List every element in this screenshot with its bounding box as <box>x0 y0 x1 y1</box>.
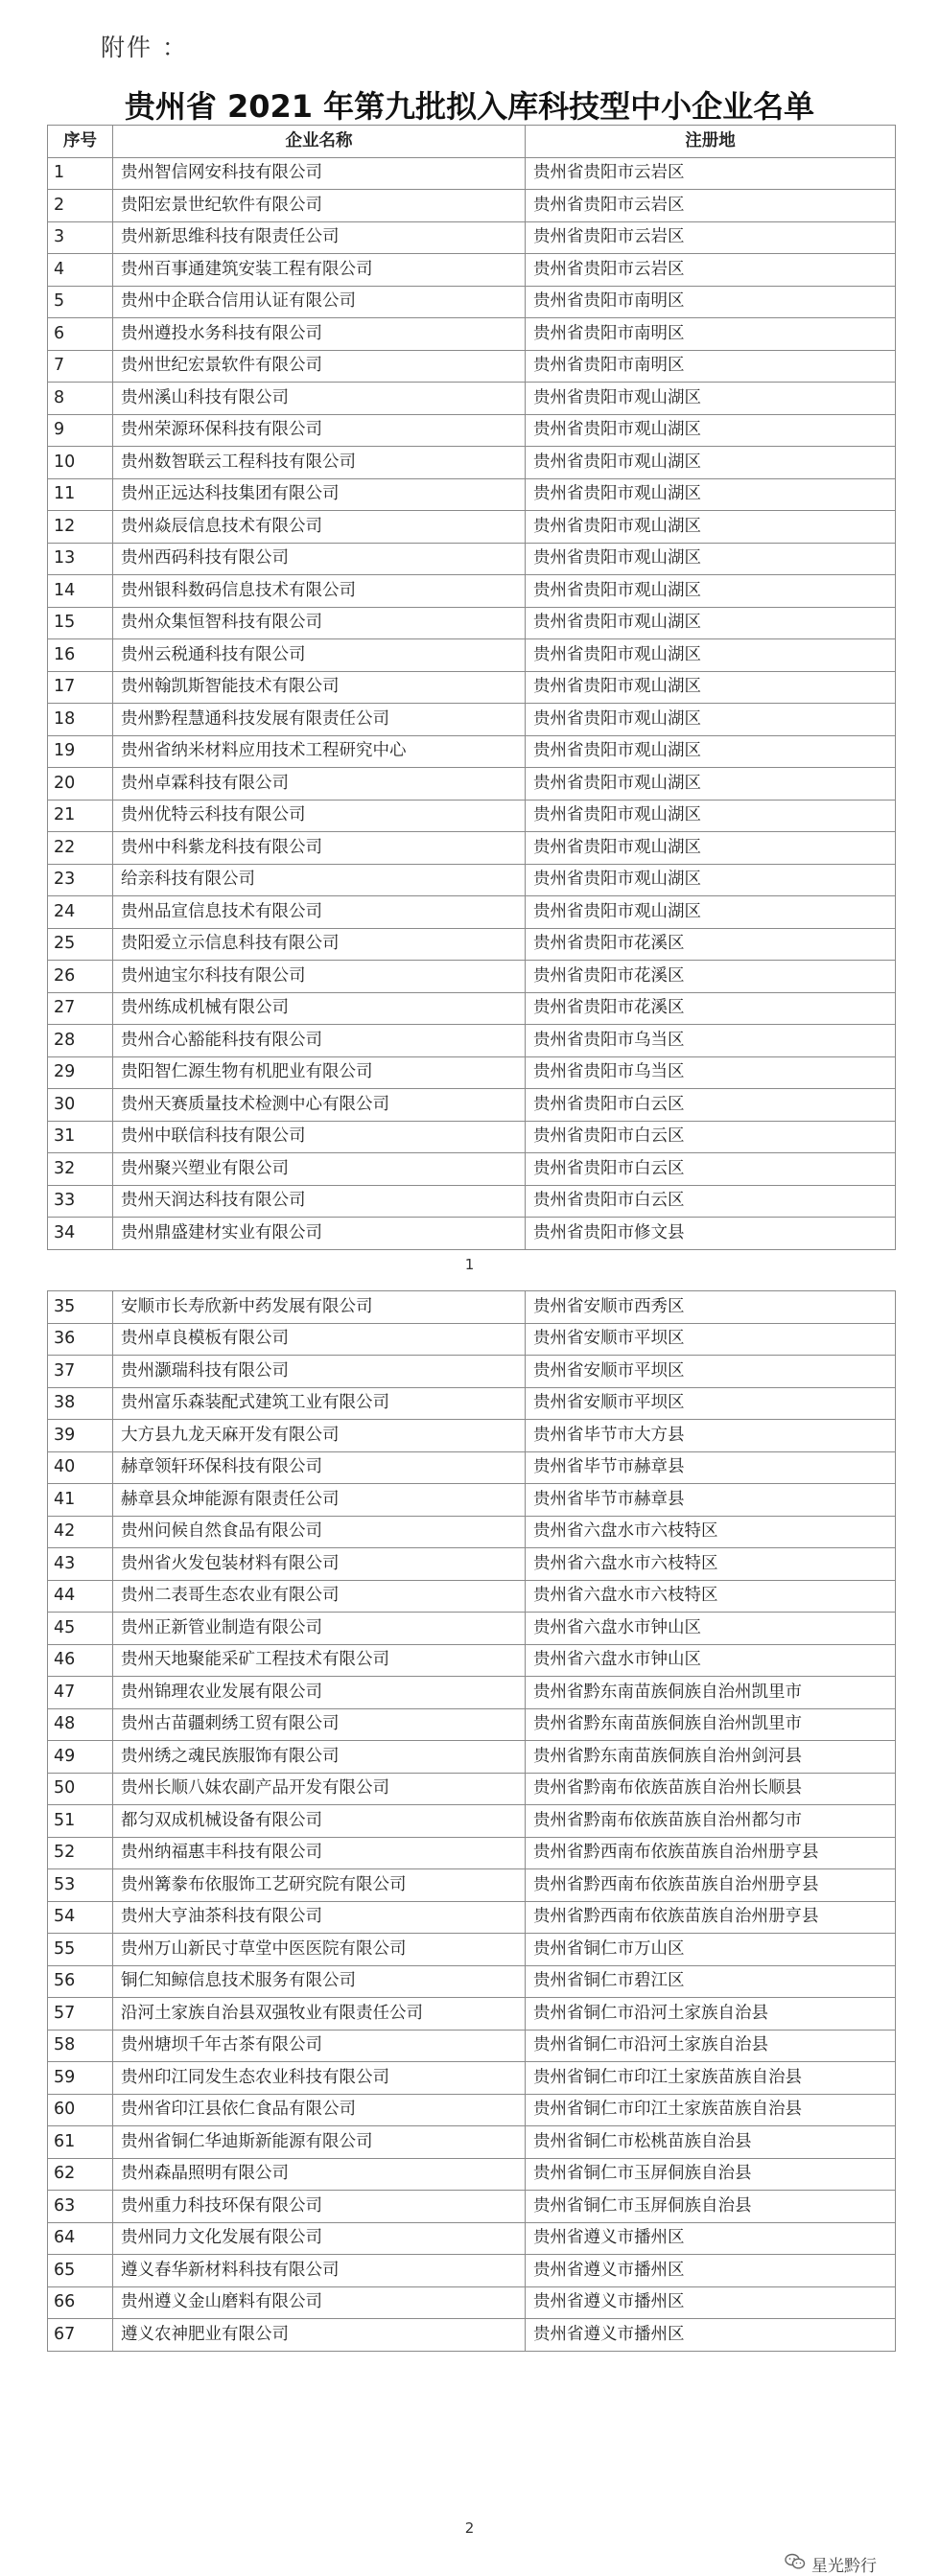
table-row <box>48 1741 896 1774</box>
cell-registered-address: 贵州省贵阳市修文县 <box>526 1218 896 1250</box>
cell-company-name: 贵州众集恒智科技有限公司 <box>113 607 526 639</box>
cell-registered-address: 贵州省遵义市播州区 <box>526 2222 896 2255</box>
table-row <box>48 511 896 544</box>
table-row <box>48 447 896 479</box>
cell-company-name: 贵州正远达科技集团有限公司 <box>113 478 526 511</box>
header-company-name: 企业名称 <box>113 126 526 158</box>
cell-serial-number: 32 <box>48 1153 113 1186</box>
table-row <box>48 1837 896 1869</box>
cell-serial-number: 46 <box>48 1644 113 1677</box>
cell-registered-address: 贵州省六盘水市六枝特区 <box>526 1516 896 1548</box>
table-row <box>48 478 896 511</box>
company-table-page-2 <box>47 1290 896 2352</box>
cell-registered-address: 贵州省遵义市播州区 <box>526 2286 896 2319</box>
table-row <box>48 2191 896 2223</box>
cell-registered-address: 贵州省黔西南布依族苗族自治州册亨县 <box>526 1837 896 1869</box>
cell-company-name: 贵州森晶照明有限公司 <box>113 2158 526 2191</box>
cell-company-name: 遵义农神肥业有限公司 <box>113 2319 526 2352</box>
cell-registered-address: 贵州省毕节市赫章县 <box>526 1451 896 1484</box>
cell-company-name: 贵州翰凯斯智能技术有限公司 <box>113 671 526 704</box>
table-row <box>48 1516 896 1548</box>
cell-company-name: 贵州智信网安科技有限公司 <box>113 157 526 190</box>
table-row <box>48 1548 896 1581</box>
table-row <box>48 286 896 318</box>
cell-serial-number: 28 <box>48 1025 113 1057</box>
table-row <box>48 1613 896 1645</box>
cell-serial-number: 12 <box>48 511 113 544</box>
table-row <box>48 1644 896 1677</box>
cell-registered-address: 贵州省铜仁市玉屏侗族自治县 <box>526 2191 896 2223</box>
cell-serial-number: 67 <box>48 2319 113 2352</box>
cell-company-name: 贵州重力科技环保有限公司 <box>113 2191 526 2223</box>
cell-registered-address: 贵州省安顺市西秀区 <box>526 1291 896 1324</box>
cell-serial-number: 9 <box>48 414 113 447</box>
table-row <box>48 1484 896 1517</box>
table-row <box>48 2319 896 2352</box>
cell-registered-address: 贵州省六盘水市六枝特区 <box>526 1580 896 1613</box>
cell-company-name: 贵州中科紫龙科技有限公司 <box>113 832 526 865</box>
cell-serial-number: 61 <box>48 2126 113 2159</box>
cell-company-name: 贵州问候自然食品有限公司 <box>113 1516 526 1548</box>
table-row <box>48 2286 896 2319</box>
cell-registered-address: 贵州省贵阳市云岩区 <box>526 157 896 190</box>
table-row <box>48 157 896 190</box>
table-row <box>48 1677 896 1709</box>
cell-serial-number: 14 <box>48 575 113 608</box>
cell-company-name: 贵州省纳米材料应用技术工程研究中心 <box>113 735 526 768</box>
cell-registered-address: 贵州省毕节市赫章县 <box>526 1484 896 1517</box>
cell-company-name: 贵州银科数码信息技术有限公司 <box>113 575 526 608</box>
table-row <box>48 2126 896 2159</box>
cell-company-name: 贵州省火发包装材料有限公司 <box>113 1548 526 1581</box>
cell-serial-number: 53 <box>48 1869 113 1902</box>
cell-company-name: 赫章县众坤能源有限责任公司 <box>113 1484 526 1517</box>
cell-registered-address: 贵州省铜仁市松桃苗族自治县 <box>526 2126 896 2159</box>
cell-company-name: 贵州焱辰信息技术有限公司 <box>113 511 526 544</box>
cell-company-name: 贵州合心豁能科技有限公司 <box>113 1025 526 1057</box>
cell-company-name: 贵州绣之魂民族服饰有限公司 <box>113 1741 526 1774</box>
cell-company-name: 贵州正新管业制造有限公司 <box>113 1613 526 1645</box>
cell-company-name: 贵州省印江县依仁食品有限公司 <box>113 2094 526 2126</box>
cell-registered-address: 贵州省贵阳市云岩区 <box>526 221 896 254</box>
cell-company-name: 贵州中企联合信用认证有限公司 <box>113 286 526 318</box>
cell-company-name: 贵州百事通建筑安装工程有限公司 <box>113 254 526 287</box>
cell-serial-number: 43 <box>48 1548 113 1581</box>
table-row <box>48 2030 896 2062</box>
cell-registered-address: 贵州省贵阳市白云区 <box>526 1121 896 1153</box>
cell-registered-address: 贵州省黔西南布依族苗族自治州册亨县 <box>526 1869 896 1902</box>
cell-registered-address: 贵州省安顺市平坝区 <box>526 1387 896 1420</box>
cell-company-name: 贵州天地聚能采矿工程技术有限公司 <box>113 1644 526 1677</box>
cell-company-name: 贵州纳福惠丰科技有限公司 <box>113 1837 526 1869</box>
cell-serial-number: 30 <box>48 1089 113 1122</box>
cell-serial-number: 55 <box>48 1934 113 1966</box>
cell-serial-number: 25 <box>48 928 113 961</box>
table-header-row <box>48 126 896 158</box>
cell-company-name: 大方县九龙天麻开发有限公司 <box>113 1420 526 1452</box>
table-row <box>48 1580 896 1613</box>
table-row <box>48 1420 896 1452</box>
table-row <box>48 1708 896 1741</box>
document-title: 贵州省 2021 年第九批拟入库科技型中小企业名单 <box>124 88 815 125</box>
cell-serial-number: 13 <box>48 543 113 575</box>
table-row <box>48 221 896 254</box>
page-number-1: 1 <box>464 1256 475 1273</box>
cell-company-name: 贵州西码科技有限公司 <box>113 543 526 575</box>
cell-company-name: 遵义春华新材料科技有限公司 <box>113 2255 526 2287</box>
cell-serial-number: 29 <box>48 1056 113 1089</box>
cell-serial-number: 17 <box>48 671 113 704</box>
cell-serial-number: 58 <box>48 2030 113 2062</box>
cell-company-name: 都匀双成机械设备有限公司 <box>113 1805 526 1838</box>
cell-serial-number: 1 <box>48 157 113 190</box>
cell-registered-address: 贵州省贵阳市南明区 <box>526 286 896 318</box>
cell-serial-number: 34 <box>48 1218 113 1250</box>
table-row <box>48 607 896 639</box>
cell-company-name: 贵州优特云科技有限公司 <box>113 800 526 832</box>
table-row <box>48 768 896 801</box>
watermark <box>785 2552 877 2576</box>
cell-registered-address: 贵州省贵阳市花溪区 <box>526 928 896 961</box>
cell-registered-address: 贵州省遵义市播州区 <box>526 2255 896 2287</box>
cell-serial-number: 35 <box>48 1291 113 1324</box>
cell-company-name: 贵州数智联云工程科技有限公司 <box>113 447 526 479</box>
table-row <box>48 1291 896 1324</box>
cell-company-name: 贵州塘坝千年古茶有限公司 <box>113 2030 526 2062</box>
cell-registered-address: 贵州省贵阳市观山湖区 <box>526 383 896 415</box>
cell-serial-number: 66 <box>48 2286 113 2319</box>
table-row <box>48 735 896 768</box>
table-row <box>48 896 896 929</box>
cell-serial-number: 47 <box>48 1677 113 1709</box>
table-row <box>48 1356 896 1388</box>
cell-registered-address: 贵州省黔西南布依族苗族自治州册亨县 <box>526 1901 896 1934</box>
table-row <box>48 704 896 736</box>
wechat-icon <box>785 2553 806 2575</box>
cell-company-name: 贵州同力文化发展有限公司 <box>113 2222 526 2255</box>
table-row <box>48 864 896 896</box>
cell-company-name: 贵州大亨油茶科技有限公司 <box>113 1901 526 1934</box>
cell-registered-address: 贵州省贵阳市观山湖区 <box>526 735 896 768</box>
cell-registered-address: 贵州省贵阳市观山湖区 <box>526 414 896 447</box>
cell-serial-number: 5 <box>48 286 113 318</box>
cell-registered-address: 贵州省贵阳市白云区 <box>526 1185 896 1218</box>
cell-registered-address: 贵州省六盘水市六枝特区 <box>526 1548 896 1581</box>
cell-registered-address: 贵州省贵阳市南明区 <box>526 350 896 383</box>
cell-company-name: 贵州篝豢布依服饰工艺研究院有限公司 <box>113 1869 526 1902</box>
table-row <box>48 1185 896 1218</box>
table-row <box>48 318 896 351</box>
cell-serial-number: 44 <box>48 1580 113 1613</box>
cell-company-name: 贵州锦理农业发展有限公司 <box>113 1677 526 1709</box>
cell-company-name: 贵州新思维科技有限责任公司 <box>113 221 526 254</box>
table-row <box>48 832 896 865</box>
table-row <box>48 383 896 415</box>
cell-company-name: 贵州天赛质量技术检测中心有限公司 <box>113 1089 526 1122</box>
cell-company-name: 贵州聚兴塑业有限公司 <box>113 1153 526 1186</box>
cell-serial-number: 39 <box>48 1420 113 1452</box>
table-row <box>48 1121 896 1153</box>
cell-serial-number: 3 <box>48 221 113 254</box>
cell-serial-number: 56 <box>48 1965 113 1998</box>
cell-serial-number: 22 <box>48 832 113 865</box>
header-registered-address: 注册地 <box>526 126 896 158</box>
cell-serial-number: 2 <box>48 190 113 222</box>
company-table-page-1 <box>47 125 896 1250</box>
table-row <box>48 2062 896 2095</box>
cell-serial-number: 52 <box>48 1837 113 1869</box>
cell-serial-number: 23 <box>48 864 113 896</box>
cell-company-name: 安顺市长寿欣新中药发展有限公司 <box>113 1291 526 1324</box>
cell-registered-address: 贵州省安顺市平坝区 <box>526 1356 896 1388</box>
cell-serial-number: 57 <box>48 1998 113 2031</box>
cell-serial-number: 60 <box>48 2094 113 2126</box>
cell-registered-address: 贵州省贵阳市观山湖区 <box>526 511 896 544</box>
cell-registered-address: 贵州省铜仁市碧江区 <box>526 1965 896 1998</box>
cell-registered-address: 贵州省贵阳市白云区 <box>526 1089 896 1122</box>
table-row <box>48 254 896 287</box>
cell-serial-number: 63 <box>48 2191 113 2223</box>
watermark-text: 星光黔行 <box>811 2557 877 2576</box>
table-row <box>48 1056 896 1089</box>
cell-company-name: 沿河土家族自治县双强牧业有限责任公司 <box>113 1998 526 2031</box>
cell-registered-address: 贵州省贵阳市观山湖区 <box>526 671 896 704</box>
cell-registered-address: 贵州省贵阳市观山湖区 <box>526 447 896 479</box>
cell-registered-address: 贵州省铜仁市印江土家族苗族自治县 <box>526 2062 896 2095</box>
cell-serial-number: 36 <box>48 1323 113 1356</box>
cell-registered-address: 贵州省六盘水市钟山区 <box>526 1613 896 1645</box>
cell-serial-number: 41 <box>48 1484 113 1517</box>
cell-registered-address: 贵州省贵阳市花溪区 <box>526 961 896 993</box>
table-row <box>48 350 896 383</box>
table-row <box>48 1323 896 1356</box>
cell-registered-address: 贵州省贵阳市观山湖区 <box>526 896 896 929</box>
cell-serial-number: 21 <box>48 800 113 832</box>
cell-company-name: 贵州古苗疆刺绣工贸有限公司 <box>113 1708 526 1741</box>
cell-serial-number: 62 <box>48 2158 113 2191</box>
cell-company-name: 贵阳宏景世纪软件有限公司 <box>113 190 526 222</box>
cell-registered-address: 贵州省安顺市平坝区 <box>526 1323 896 1356</box>
cell-serial-number: 48 <box>48 1708 113 1741</box>
table-row <box>48 2094 896 2126</box>
cell-serial-number: 24 <box>48 896 113 929</box>
cell-serial-number: 27 <box>48 992 113 1025</box>
attachment-label: 附件 ： <box>101 34 188 61</box>
table-row <box>48 961 896 993</box>
cell-registered-address: 贵州省贵阳市观山湖区 <box>526 832 896 865</box>
cell-registered-address: 贵州省黔南布依族苗族自治州都匀市 <box>526 1805 896 1838</box>
cell-registered-address: 贵州省贵阳市花溪区 <box>526 992 896 1025</box>
cell-serial-number: 4 <box>48 254 113 287</box>
cell-company-name: 贵阳智仁源生物有机肥业有限公司 <box>113 1056 526 1089</box>
cell-registered-address: 贵州省贵阳市白云区 <box>526 1153 896 1186</box>
cell-registered-address: 贵州省贵阳市观山湖区 <box>526 704 896 736</box>
cell-serial-number: 64 <box>48 2222 113 2255</box>
cell-registered-address: 贵州省贵阳市云岩区 <box>526 254 896 287</box>
cell-company-name: 贵州遵义金山磨料有限公司 <box>113 2286 526 2319</box>
cell-registered-address: 贵州省贵阳市观山湖区 <box>526 575 896 608</box>
cell-company-name: 贵州万山新民寸草堂中医医院有限公司 <box>113 1934 526 1966</box>
cell-company-name: 贵州迪宝尔科技有限公司 <box>113 961 526 993</box>
cell-registered-address: 贵州省遵义市播州区 <box>526 2319 896 2352</box>
cell-company-name: 贵州省铜仁华迪斯新能源有限公司 <box>113 2126 526 2159</box>
cell-registered-address: 贵州省铜仁市沿河土家族自治县 <box>526 1998 896 2031</box>
table-row <box>48 1218 896 1250</box>
cell-registered-address: 贵州省黔东南苗族侗族自治州凯里市 <box>526 1708 896 1741</box>
cell-company-name: 贵州富乐森装配式建筑工业有限公司 <box>113 1387 526 1420</box>
table-row <box>48 575 896 608</box>
cell-registered-address: 贵州省铜仁市玉屏侗族自治县 <box>526 2158 896 2191</box>
cell-registered-address: 贵州省贵阳市观山湖区 <box>526 607 896 639</box>
cell-registered-address: 贵州省毕节市大方县 <box>526 1420 896 1452</box>
cell-registered-address: 贵州省贵阳市观山湖区 <box>526 543 896 575</box>
cell-company-name: 贵州遵投水务科技有限公司 <box>113 318 526 351</box>
cell-registered-address: 贵州省贵阳市云岩区 <box>526 190 896 222</box>
cell-company-name: 贵州中联信科技有限公司 <box>113 1121 526 1153</box>
cell-registered-address: 贵州省铜仁市沿河土家族自治县 <box>526 2030 896 2062</box>
table-row <box>48 1805 896 1838</box>
table-row <box>48 2222 896 2255</box>
table-row <box>48 190 896 222</box>
cell-serial-number: 19 <box>48 735 113 768</box>
cell-company-name: 贵州黔程慧通科技发展有限责任公司 <box>113 704 526 736</box>
cell-registered-address: 贵州省贵阳市乌当区 <box>526 1025 896 1057</box>
cell-serial-number: 11 <box>48 478 113 511</box>
cell-company-name: 贵州云税通科技有限公司 <box>113 639 526 672</box>
cell-serial-number: 38 <box>48 1387 113 1420</box>
cell-registered-address: 贵州省贵阳市观山湖区 <box>526 800 896 832</box>
cell-serial-number: 6 <box>48 318 113 351</box>
table-row <box>48 639 896 672</box>
table-row <box>48 800 896 832</box>
table-row <box>48 543 896 575</box>
cell-company-name: 贵州天润达科技有限公司 <box>113 1185 526 1218</box>
cell-company-name: 贵州溪山科技有限公司 <box>113 383 526 415</box>
cell-serial-number: 16 <box>48 639 113 672</box>
cell-registered-address: 贵州省贵阳市观山湖区 <box>526 639 896 672</box>
table-row <box>48 1998 896 2031</box>
cell-registered-address: 贵州省贵阳市南明区 <box>526 318 896 351</box>
table-row <box>48 992 896 1025</box>
table-row <box>48 928 896 961</box>
cell-serial-number: 59 <box>48 2062 113 2095</box>
cell-serial-number: 42 <box>48 1516 113 1548</box>
header-serial-number: 序号 <box>48 126 113 158</box>
table-row <box>48 1965 896 1998</box>
cell-registered-address: 贵州省贵阳市观山湖区 <box>526 768 896 801</box>
cell-company-name: 贵州长顺八妹农副产品开发有限公司 <box>113 1773 526 1805</box>
cell-registered-address: 贵州省贵阳市观山湖区 <box>526 478 896 511</box>
cell-serial-number: 40 <box>48 1451 113 1484</box>
page-number-2: 2 <box>464 2519 475 2537</box>
table-row <box>48 1025 896 1057</box>
cell-serial-number: 49 <box>48 1741 113 1774</box>
cell-company-name: 贵州鼎盛建材实业有限公司 <box>113 1218 526 1250</box>
cell-registered-address: 贵州省黔东南苗族侗族自治州凯里市 <box>526 1677 896 1709</box>
table-row <box>48 2158 896 2191</box>
cell-company-name: 贵州灏瑞科技有限公司 <box>113 1356 526 1388</box>
cell-registered-address: 贵州省铜仁市印江土家族苗族自治县 <box>526 2094 896 2126</box>
cell-serial-number: 54 <box>48 1901 113 1934</box>
table-row <box>48 1451 896 1484</box>
cell-company-name: 贵州世纪宏景软件有限公司 <box>113 350 526 383</box>
table-row <box>48 1089 896 1122</box>
table-row <box>48 1773 896 1805</box>
table-row <box>48 1869 896 1902</box>
cell-serial-number: 31 <box>48 1121 113 1153</box>
cell-serial-number: 20 <box>48 768 113 801</box>
cell-registered-address: 贵州省黔东南苗族侗族自治州剑河县 <box>526 1741 896 1774</box>
cell-company-name: 贵州印江同发生态农业科技有限公司 <box>113 2062 526 2095</box>
table-row <box>48 1934 896 1966</box>
cell-serial-number: 15 <box>48 607 113 639</box>
cell-company-name: 贵阳爱立示信息科技有限公司 <box>113 928 526 961</box>
cell-serial-number: 50 <box>48 1773 113 1805</box>
cell-serial-number: 10 <box>48 447 113 479</box>
cell-serial-number: 45 <box>48 1613 113 1645</box>
cell-registered-address: 贵州省铜仁市万山区 <box>526 1934 896 1966</box>
cell-registered-address: 贵州省六盘水市钟山区 <box>526 1644 896 1677</box>
table-row <box>48 1901 896 1934</box>
cell-registered-address: 贵州省贵阳市观山湖区 <box>526 864 896 896</box>
cell-company-name: 赫章领轩环保科技有限公司 <box>113 1451 526 1484</box>
cell-serial-number: 18 <box>48 704 113 736</box>
cell-serial-number: 37 <box>48 1356 113 1388</box>
cell-serial-number: 65 <box>48 2255 113 2287</box>
cell-company-name: 铜仁知鲸信息技术服务有限公司 <box>113 1965 526 1998</box>
table-row <box>48 671 896 704</box>
cell-company-name: 给亲科技有限公司 <box>113 864 526 896</box>
cell-registered-address: 贵州省贵阳市乌当区 <box>526 1056 896 1089</box>
cell-serial-number: 26 <box>48 961 113 993</box>
table-row <box>48 2255 896 2287</box>
table-row <box>48 1153 896 1186</box>
cell-serial-number: 8 <box>48 383 113 415</box>
cell-company-name: 贵州品宣信息技术有限公司 <box>113 896 526 929</box>
cell-company-name: 贵州荣源环保科技有限公司 <box>113 414 526 447</box>
cell-company-name: 贵州卓霖科技有限公司 <box>113 768 526 801</box>
cell-serial-number: 7 <box>48 350 113 383</box>
cell-serial-number: 33 <box>48 1185 113 1218</box>
table-row <box>48 1387 896 1420</box>
cell-company-name: 贵州二表哥生态农业有限公司 <box>113 1580 526 1613</box>
cell-serial-number: 51 <box>48 1805 113 1838</box>
cell-company-name: 贵州练成机械有限公司 <box>113 992 526 1025</box>
cell-registered-address: 贵州省黔南布依族苗族自治州长顺县 <box>526 1773 896 1805</box>
cell-company-name: 贵州卓良模板有限公司 <box>113 1323 526 1356</box>
table-row <box>48 414 896 447</box>
